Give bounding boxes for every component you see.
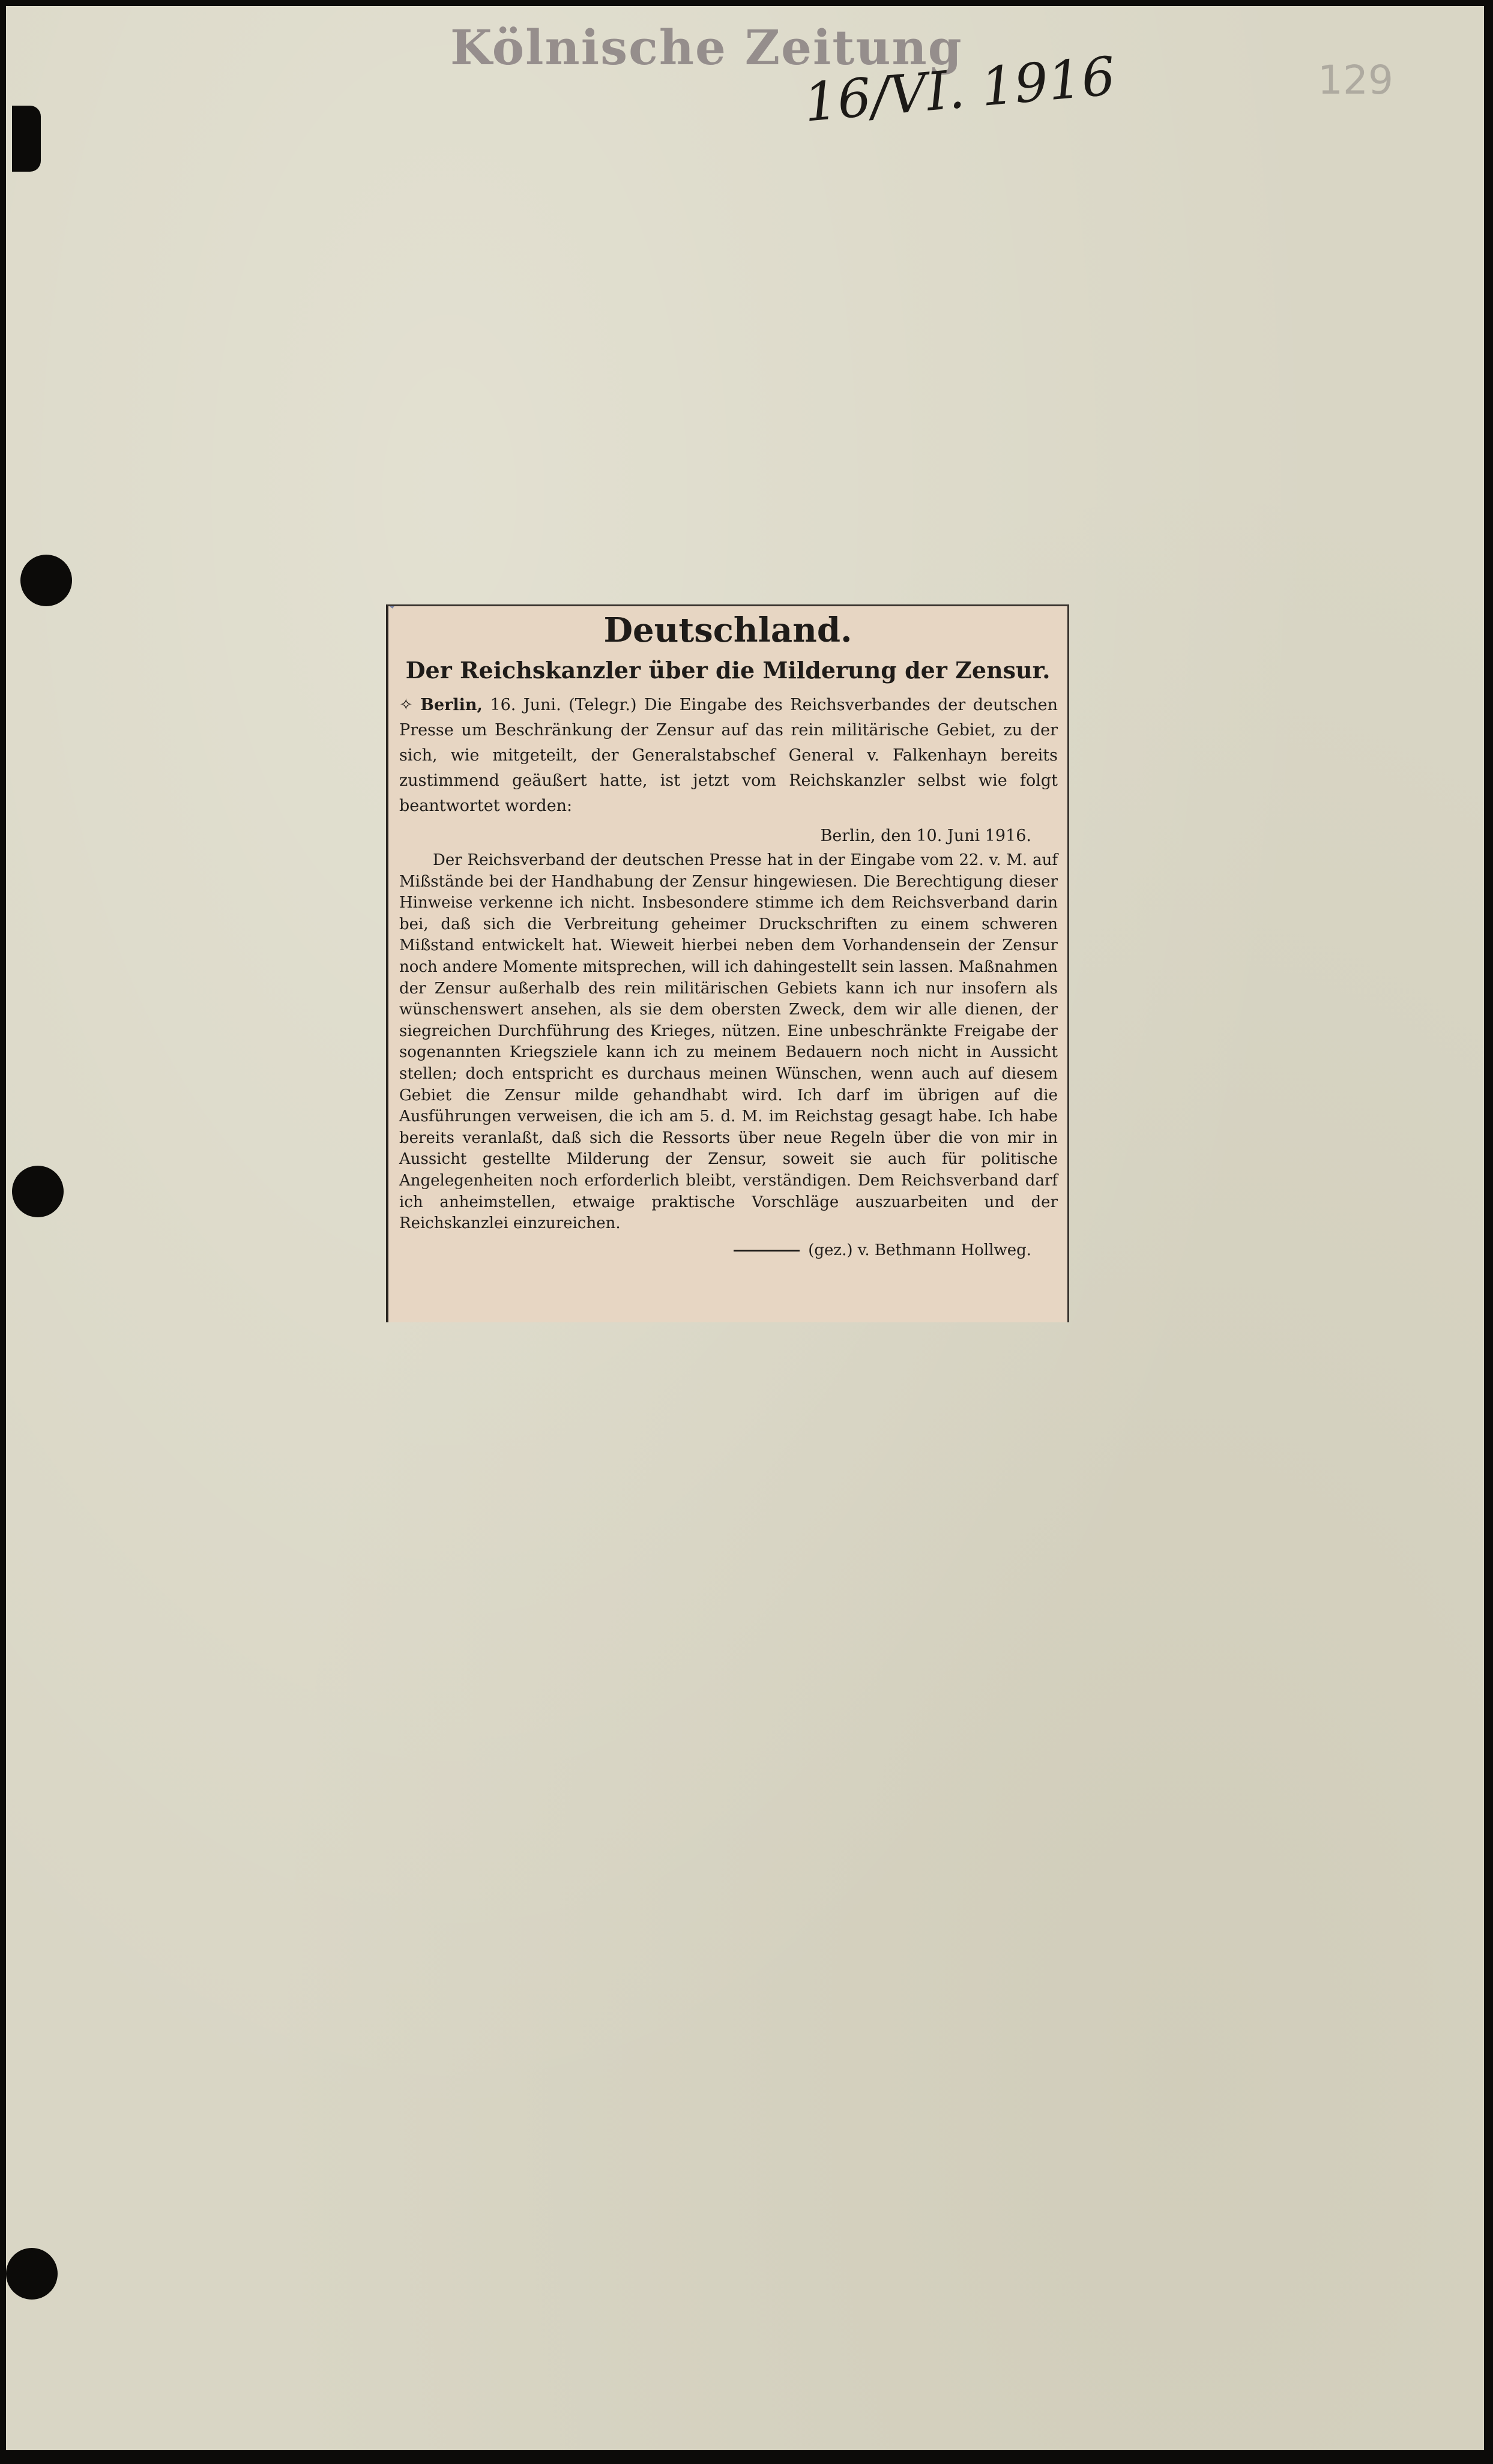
clipping-subheading: Der Reichskanzler über die Milderung der Zensur. [405, 657, 1051, 684]
folio-number: 129 [1318, 57, 1393, 103]
pencil-mark [390, 604, 420, 609]
letter-body: Der Reichsverband der deutschen Presse hat in der Eingabe vom 22. v. M. auf Mißstände bei der Handhabung der Zensur hingewiesen. Die Berechtigung dieser Hinweise verkenne ich nicht. Insbesondere stimme ich dem Reichsverband darin bei, daß sich die Verbreitung geheimer Druckschriften zu einem schweren Mißstand entwickelt hat. Wieweit hierbei neben dem Vorhandensein der Zensur noch andere Momente mitsprechen, will ich dahingestellt sein lassen. Maßnahmen der Zensur außerhalb des rein militärischen Gebiets kann ich nur insofern als wünschenswert ansehen, als sie dem obersten Zweck, dem wir alle dienen, der siegreichen Durchführung des Krieges, nützen. Eine unbeschränkte Freigabe der sogenannten Kriegsziele kann ich zu meinem Bedauern noch nicht in Aussicht stellen; doch entspricht es durchaus meinen Wünschen, wenn auch auf diesem Gebiet die Zensur milde gehandhabt wird. Ich darf im übrigen auf die Ausführungen verweisen, die ich am 5. d. M. im Reichstag gesagt habe. Ich habe bereits veranlaßt, daß sich die Ressorts über neue Regeln über die von mir in Aussicht gestellte Milderung der Zensur, soweit sie auch für politische Angelegenheiten noch erforderlich bleibt, verständigen. Dem Reichsverband darf ich anheimstellen, etwaige praktische Vorschläge auszuarbeiten und der Reichskanzlei einzureichen. [399, 851, 1058, 1233]
lead-dateline: Berlin, [420, 696, 483, 714]
newspaper-clipping [386, 604, 1069, 1322]
lead-marker: ✧ [399, 696, 413, 714]
punch-hole [6, 2248, 58, 2300]
punch-hole [20, 555, 72, 606]
archive-sheet [6, 6, 1484, 2450]
signature-text: (gez.) v. Bethmann Hollweg. [808, 1241, 1031, 1259]
lead-paragraph [399, 693, 1058, 819]
clipping-heading: Deutschland. [603, 610, 852, 650]
punch-hole [12, 1166, 64, 1217]
signature-line [388, 1238, 1031, 1262]
lead-text: Die Eingabe des Reichsverbandes der deutschen Presse um Beschränkung der Zensur auf das rein militärische Gebiet, zu der sich, wie mitgeteilt, der Generalstabschef General v. Falkenhayn bereits zustimmend geäußert hatte, ist jetzt vom Reichskanzler selbst wie folgt beantwortet worden: [399, 696, 1058, 815]
lead-date: 16. Juni. (Telegr.) [482, 696, 637, 714]
signature-rule [734, 1250, 800, 1252]
letter-place-date: Berlin, den 10. Juni 1916. [820, 827, 1031, 845]
handwritten-date: 16/VI. 1916 [801, 44, 1118, 134]
binding-mark [12, 106, 41, 172]
newspaper-stamp: Kölnische Zeitung [450, 19, 963, 76]
